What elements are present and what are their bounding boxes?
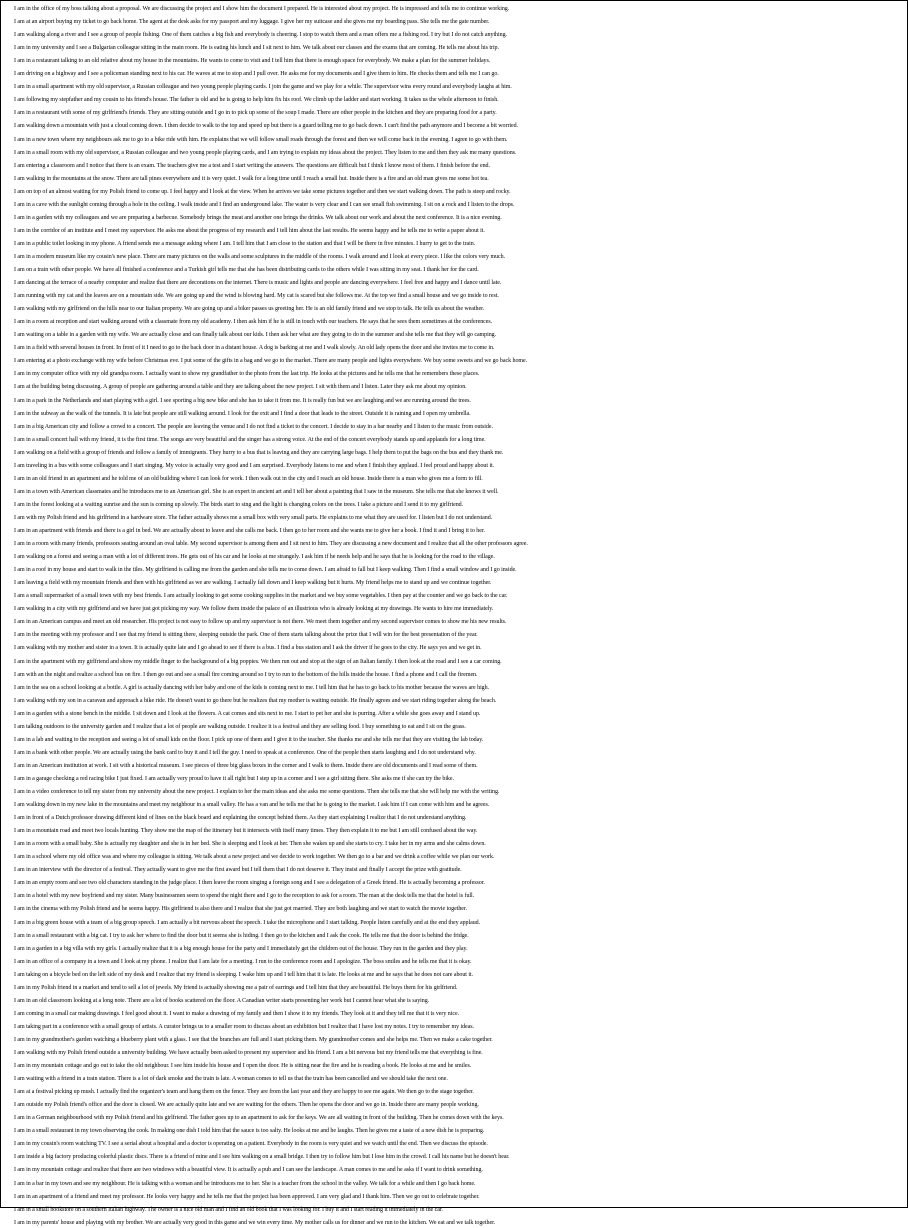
text-line: I am in a small apartment with my old supervisor, a Russian colleague and two young people playing cards. I join the game and we play for a while. The supervisor wins every round and everybody laughs at him. xyxy=(14,84,512,91)
text-line: I am in an old friend in an apartment and he told me of an old building where I can look for work. I then walk out in the city and I reach an old house. Inside there is a man who gives me a form to fill. xyxy=(14,475,483,482)
text-line: I am on a train with other people. We have all finished a conference and a Turkish girl tells me that she has been distributing cards to the others while I was sitting in my seat. I thank her for the card. xyxy=(14,267,479,273)
text-line: I am in a room with many friends, professors seating around an oval table. My second supervisor is among them and I sit next to him. They are discussing a new document and I realize that all the other professors agree. xyxy=(14,541,528,548)
text-line: I am in an American campus and meet an old researcher. His project is not easy to follow up and my supervisor is not there. We meet them together and my second supervisor comes to show me his new results. xyxy=(14,619,507,626)
text-line: I am in an American institution at work. I sit with a historical museum. I see pieces of three big glass boxes in the corner and I walk to them. Inside there are old documents and I read some of them. xyxy=(14,762,478,769)
text-line: I am walking with my son in a caravan and approach a bike ride. He doesn't want to go there but he realizes that my mother is waiting outside. He finally agrees and we start riding together along the beach. xyxy=(14,697,497,704)
text-line: I am running with my cat and the leaves are on a mountain side. We are going up and the wind is blowing hard. My cat is scared but she follows me. At the top we find a small house and we go inside to rest. xyxy=(14,293,499,300)
text-line: I am walking down in my new lake in the mountains and meet my neighbour in a small valley. He has a van and he tells me that he is going to the market. I ask him if I can come with him and he agrees. xyxy=(14,802,490,809)
text-line: I am in a room at reception and start walking around with a classmate from my old academy. I then ask him if he is still in touch with our teachers. He says that he sees them sometimes at the conferences. xyxy=(14,319,493,326)
text-line: I am traveling in a bus with some colleagues and I start singing. My voice is actually very good and I am surprised. Everybody listens to me and when I finish they applaud. I feel proud and happy about it. xyxy=(14,462,495,469)
text-line: I am with an the night and realize a school bus on fire. I then go out and see a small fire coming around so I try to run to the bottom of the hills inside the house. I find a phone and I call the firemen. xyxy=(14,671,478,678)
text-line: I am in a small restaurant in my town observing the cook. In making one dish I told him that the sauce is too salty. He looks at me and he laughs. Then he gives me a taste of a new dish he is preparing. xyxy=(14,1128,485,1135)
text-line: I am dancing at the terrace of a nearby computer and realize that there are decorations on the internet. There is music and lights and people are dancing everywhere. I feel free and happy and I dance until late. xyxy=(14,280,502,287)
text-line: I am walking in a city with my girlfriend and we have just got picking my way. We follow them inside the palace of an illustrious who is already looking at my drawings. He wants to hire me immediately. xyxy=(14,606,494,613)
text-line: I am walking down a mountain with just a cloud coming down. I then decide to walk to the top and speed up but there is a guard telling me to go back down. I can't find the path anymore and I become a bit worried. xyxy=(14,123,519,130)
text-line: I am in a mountain road and meet two locals hunting. They show me the map of the itinerary but it intersects with itself many times. They then explain it to me but I am still confused about the way. xyxy=(14,828,478,835)
text-line: I am taking part in a conference with a small group of artists. A curator brings us to a smaller room to discuss about an exhibition but I realize that I have lost my notes. I try to remember my ideas. xyxy=(14,1023,474,1030)
text-line: I am outside my Polish friend's office and the door is closed. We are actually quite late and we are waiting for the others. Then he opens the door and we go in. Inside there are many people working. xyxy=(14,1102,479,1109)
text-line: I am in the cinema with my Polish friend and he seems happy. His girlfriend is also there and I realize that she just got married. They are both laughing and we start to watch the movie together. xyxy=(14,906,467,913)
text-line: I am entering a classroom and I notice that there is an exam. The teachers give me a test and I start writing the answers. The questions are difficult but I think I know most of them. I finish before the end. xyxy=(14,162,490,169)
text-line: I am walking with my girlfriend on the hills near to our Italian property. We are going up and a biker passes us greeting her. He is an old family friend and we stop to talk. He tells us about the weather. xyxy=(14,306,485,313)
text-line: I am at a festival picking up mush. I actually find the organizer's team and hang them on the fence. They are from the last year and they are happy to see me again. We then go to the stage together. xyxy=(14,1089,474,1096)
text-line: I am in a big green house with a team of a big group speech. I am actually a bit nervous about the speech. I take the microphone and I start talking. People listen carefully and at the end they applaud. xyxy=(14,919,481,926)
text-line: I am walking in the mountains at the snow. There are tall pines everywhere and it is very quiet. I walk for a long time until I reach a small hut. Inside there is a fire and an old man gives me some hot tea. xyxy=(14,175,489,182)
text-line: I am in a town with American classmates and he introduces me to an American girl. She is an expert in ancient art and I tell her about a painting that I saw in the museum. She tells me that she knows it well. xyxy=(14,488,499,495)
text-line: I am walking with my mother and sister in a town. It is actually quite late and I go ahead to see if there is a bus. I find a bus station and I ask the driver if he goes to the city. He says yes and we get in. xyxy=(14,645,482,652)
text-line: I am in an empty room and see two old characters standing in the judge place. I then leave the room singing a foreign song and I see a delegation of a Greek friend. He is actually becoming a professor. xyxy=(14,880,485,887)
text-line: I am inside a big factory producing colorful plastic discs. There is a friend of mine and I see him walking on a small bridge. I then try to follow him but I lose him in the crowd. I call his name but he doesn't hear. xyxy=(14,1154,510,1161)
text-line: I am talking outdoors to the university garden and I realize that a lot of people are walking outside. I realize it is a festival and they are selling food. I buy something to eat and I sit on the grass. xyxy=(14,723,466,730)
text-line: I am in my grandmother's garden watching a blueberry plant with a glass. I see that the branches are full and I start picking them. My grandmother comes and she helps me. Then we make a cake together. xyxy=(14,1036,493,1043)
text-line: I am in a cave with the sunlight coming through a hole in the ceiling. I walk inside and I find an underground lake. The water is very clear and I can see small fish swimming. I sit on a rock and I listen to the drops. xyxy=(14,201,515,208)
text-line: I am on top of an almost waiting for my Polish friend to come up. I feel happy and I look at the view. When he arrives we take some pictures together and then we start walking down. The path is steep and rocky. xyxy=(14,188,511,195)
text-line: I am taking on a bicycle bed on the left side of my desk and I realize that my friend is sleeping. I wake him up and I tell him that it is late. He looks at me and he says that he does not care about it. xyxy=(14,971,474,978)
text-line: I am in a new town where my neighbours ask me to go to a bike ride with him. He explains that we will follow small roads through the forest and then we will come back in the evening. I agree to go with them. xyxy=(14,136,508,143)
text-line: I am entering at a photo exchange with my wife before Christmas eve. I put some of the gifts in a bag and we go to the market. There are many people and lights everywhere. We buy some sweets and we go back home. xyxy=(14,358,528,365)
text-line: I am in an apartment of a friend and meet my professor. He looks very happy and he tells me that the project has been approved. I am very glad and I thank him. Then we go out to celebrate together. xyxy=(14,1193,480,1200)
text-line: I am in an old classroom looking at a long note. There are a lot of books scattered on the floor. A Canadian writer starts presenting her work but I cannot hear what she is saying. xyxy=(14,997,430,1004)
text-line: I am in the apartment with my girlfriend and show my middle finger to the background of a big poppies. We then run out and stop at the sign of an Italian family. I then look at the road and I see a car coming. xyxy=(14,658,502,665)
text-line: I am in a garden in a big villa with my girls. I actually realize that it is a big enough house for the party and I immediately get the children out of the house. They run in the garden and they play. xyxy=(14,945,468,952)
text-line: I am in an apartment with friends and there is a girl in bed. We are actually about to leave and she calls me back. I then go to her room and she wants me to give her a book. I find it and I bring it to her. xyxy=(14,528,485,534)
text-line: I am driving on a highway and I see a policeman standing next to his car. He waves at me to stop and I pull over. He asks me for my documents and I give them to him. He checks them and tells me I can go. xyxy=(14,71,499,78)
text-line: I am in a small restaurant with a big cat. I try to ask her where to find the door but it seems she is hiding. I then go to the kitchen and I ask the cook. He tells me that the door is behind the fridge. xyxy=(14,932,469,939)
text-line: I am in a bar in my town and see my neighbour. He is talking with a woman and he introduces me to her. She is a teacher from the school in the valley. We talk for a while and then I go back home. xyxy=(14,1180,476,1187)
text-line: I am in my university and I see a Bulgarian colleague sitting in the main room. He is eating his lunch and I sit next to him. We talk about our classes and the exams that are coming. He tells me about his trip. xyxy=(14,45,499,52)
text-line: I am in a field with several houses in front. In front of it I need to go to the back door in a distant house. A dog is barking at me and I walk slowly. An old lady opens the door and she invites me to come in. xyxy=(14,345,495,352)
text-line: I am walking on a field with a group of friends and follow a family of immigrants. They hurry to a bus that is leaving and they are carrying large bags. I help them to put the bags on the bus and they thank me. xyxy=(14,449,504,456)
text-line: I am in a garden with my colleagues and we are preparing a barbecue. Somebody brings the meat and another one brings the drinks. We talk about our work and about the next conference. It is a nice evening. xyxy=(14,214,502,221)
text-line: I am at an airport buying my ticket to go back home. The agent at the desk asks for my passport and my luggage. I give her my suitcase and she gives me my boarding pass. She tells me the gate number. xyxy=(14,19,490,26)
text-line: I am in the meeting with my professor and I see that my friend is sitting there, sleeping outside the park. One of them starts talking about the prize that I will win for the best presentation of the year. xyxy=(14,632,478,639)
text-line: I am in my Polish friend in a market and tend to sell a lot of jewels. My friend is actually showing me a pair of earrings and I tell him that they are beautiful. He buys them for his girlfriend. xyxy=(14,984,458,991)
text-line: I am at the building being discussing. A group of people are gathering around a table and they are talking about the new project. I sit with them and I listen. Later they ask me about my opinion. xyxy=(14,384,467,391)
text-line: I am in a lab and waiting to the reception and seeing a lot of small kids on the floor. I pick up one of them and I give it to the teacher. She thanks me and she tells me that they are visiting the lab today. xyxy=(14,736,484,743)
text-line: I am in a small concert hall with my friend, it is the first time. The songs are very beautiful and the singer has a strong voice. At the end of the concert everybody stands up and applauds for a long time. xyxy=(14,436,486,443)
text-line: I am in my mountain cottage and realize that there are two windows with a beautiful view. It is actually a pub and I can see the landscape. A man comes to me and he asks if I want to drink something. xyxy=(14,1167,483,1174)
text-line: I am in a school where my old office was and where my colleague is sitting. We talk about a new project and we decide to work together. We then go to a bar and we drink a coffee while we plan our work. xyxy=(14,854,495,861)
text-line: I am walking with my Polish friend outside a university building. We have actually been asked to present my supervisor and his friend. I am a bit nervous but my friend tells me that everything is fine. xyxy=(14,1050,483,1056)
text-line: I am walking on a forest and seeing a man with a lot of different trees. He gets out of his car and he looks at me strangely. I ask him if he needs help and he says that he is looking for the road to the village. xyxy=(14,554,495,561)
text-line: I am in a hotel with my new boyfriend and my sister. Many businessmen seem to spend the night there and I go to the reception to ask for a room. The man at the desk tells me that the hotel is full. xyxy=(14,893,475,900)
text-line: I am in a restaurant with some of my girlfriend's friends. They are sitting outside and I go in to pick up some of the soup I made. There are other people in the kitchen and they are preparing food for a party. xyxy=(14,110,497,117)
text-line: I am coming in a small car making drawings. I feel good about it. I want to make a drawing of my family and then I show it to my friends. They look at it and they tell me that it is very nice. xyxy=(14,1010,460,1017)
text-line: I am in a restaurant talking to an old relative about my house in the mountains. He wants to come to visit and I tell him that there is enough space for everybody. We make a plan for the summer holidays. xyxy=(14,58,491,65)
text-line: I am in a video conference to tell my sister from my university about the new project. I explain to her the main ideas and she asks me some questions. Then she tells me that she will help me with the writing. xyxy=(14,789,500,795)
text-line: I am with my Polish friend and his girlfriend in a hardware store. The father actually shows me a small box with very small parts. He explains to me what they are used for. I listen but I do not understand. xyxy=(14,514,493,521)
text-line: I am in the subway as the walk of the tunnels. It is late but people are still walking around. I look for the exit and I find a door that leads to the street. Outside it is raining and I open my umbrella. xyxy=(14,410,471,417)
text-line: I am in my computer office with my old grandpa room. I actually want to show my grandfather to the photo from the last trip. He looks at the pictures and he tells me that he remembers these places. xyxy=(14,371,480,378)
text-line: I am waiting with a friend in a train station. There is a lot of dark smoke and the train is late. A woman comes to tell us that the train has been cancelled and we should take the next one. xyxy=(14,1076,448,1083)
text-line: I am in an interview with the director of a festival. They actually want to give me the first award but I tell them that I do not deserve it. They insist and finally I accept the prize with gratitude. xyxy=(14,867,462,874)
text-line: I am in a big American city and follow a crowd to a concert. The people are leaving the venue and I do not find a ticket to the concert. I decide to stay in a bar nearby and I listen to the music from outside. xyxy=(14,423,493,430)
text-line: I am in front of a Dutch professor drawing different kind of lines on the black board and explaining the concept behind them. As they start explaining I realize that I do not understand anything. xyxy=(14,815,467,822)
text-line: I am in a bank with other people. We are actually using the bank card to buy it and I tell the guy. I need to speak at a conference. One of the people then starts laughing and I do not understand why. xyxy=(14,749,476,756)
text-line: I am in a garage checking a red racing bike I just fixed. I am actually very proud to have it all right but I step up in a corner and I see a girl sitting there. She asks me if she can try the bike. xyxy=(14,775,454,782)
text-line: I am a small supermarket of a small town with my best friends. I am actually looking to get some cooking supplies in the market and we buy some vegetables. I then pay at the counter and we go back to the car. xyxy=(14,593,508,600)
text-line: I am in a public toilet looking in my phone. A friend sends me a message asking where I am. I tell him that I am close to the station and that I will be there in five minutes. I hurry to get to the train. xyxy=(14,240,476,247)
text-line: I am in a small bookstore on a southern Italian highway. The owner is a nice old man and I find an old book that I was looking for. I buy it and I start reading it immediately in the car. xyxy=(14,1206,443,1213)
text-line: I am in a roof in my house and start to walk in the tiles. My girlfriend is calling me from the garden and she tells me to come down. I am afraid to fall but I keep walking. Then I find a small window and I go inside. xyxy=(14,567,517,574)
text-line: I am in the forest looking at a waiting sunrise and the sun is coming up slowly. The birds start to sing and the light is changing colors on the trees. I take a picture and I send it to my girlfriend. xyxy=(14,501,464,508)
text-line: I am in the office of my boss talking about a proposal. We are discussing the project and I show him the document I prepared. He is interested about my project. He is impressed and tells me to continue working. xyxy=(14,6,510,12)
text-line: I am leaving a field with my mountain friends and then with his girlfriend as we are walking. I actually fall down and I keep walking but it hurts. My friend helps me to stand up and we continue together. xyxy=(14,580,492,587)
text-line: I am in a garden with a stone bench in the middle. I sit down and I look at the flowers. A cat comes and sits next to me. I start to pet her and she is purring. After a while she goes away and I stand up. xyxy=(14,710,481,717)
text-line: I am in a German neighbourhood with my Polish friend and his girlfriend. The father goes up to an apartment to ask for the keys. We are all waiting in front of the building. Then he comes down with the keys. xyxy=(14,1115,504,1122)
text-line: I am in a room with a small baby. She is actually my daughter and she is in her bed. She is sleeping and I look at her. Then she wakes up and she starts to cry. I take her in my arms and she calms down. xyxy=(14,841,486,848)
text-line: I am in the corridor of an institute and I meet my supervisor. He asks me about the progress of my research and I tell him about the last results. He seems happy and he tells me to write a paper about it. xyxy=(14,227,485,234)
text-line: I am in a park in the Netherlands and start playing with a girl. I see sporting a big new bike and she has to take it from me. It is really fun but we are laughing and we are running around the trees. xyxy=(14,397,471,404)
text-line: I am in my mountain cottage and go out to take the old neighbour. I see him inside his house and I open the door. He is sitting near the fire and he is reading a book. He looks at me and he smiles. xyxy=(14,1063,472,1070)
text-line: I am in my parents' house and playing with my brother. We are actually very good in this game and we win every time. My mother calls us for dinner and we run to the kitchen. We eat and we talk together. xyxy=(14,1219,496,1226)
text-line: I am in the sea on a school looking at a bottle. A girl is actually dancing with her baby and one of the kids is coming next to me. I tell him that he has to go back to his mother because the waves are high. xyxy=(14,684,490,691)
text-line: I am waiting on a table in a garden with my wife. We are actually close and can finally talk about our kids. I then ask her what are they going to do in the summer and she tells me that they will go camping. xyxy=(14,332,497,339)
text-line: I am following my stepfather and my cousin to his friend's house. The father is old and he is going to help him fix his roof. We climb up the ladder and start working. It takes us the whole afternoon to finish. xyxy=(14,97,499,104)
text-line: I am in my cousin's room watching TV. I see a serial about a hospital and a doctor is operating on a patient. Everybody in the room is very quiet and we watch until the end. Then we discuss the episode. xyxy=(14,1141,488,1148)
text-line: I am in an office of a company in a town and I look at my phone. I realize that I am late for a meeting. I run to the conference room and I apologize. The boss smiles and he tells me that it is okay. xyxy=(14,958,472,965)
text-line: I am in a modern museum like my cousin's new place. There are many pictures on the walls and some sculptures in the middle of the rooms. I walk around and I look at every piece. I like the colors very much. xyxy=(14,253,506,260)
text-line: I am in a small room with my old supervisor, a Russian colleague and two young people playing cards, and I am trying to explain my ideas about the project. They listen to me and then they ask me many questions. xyxy=(14,149,517,156)
text-line: I am walking along a river and I see a group of people fishing. One of them catches a big fish and everybody is cheering. I stop to watch them and a man offers me a fishing rod. I try but I do not catch anything. xyxy=(14,32,507,39)
